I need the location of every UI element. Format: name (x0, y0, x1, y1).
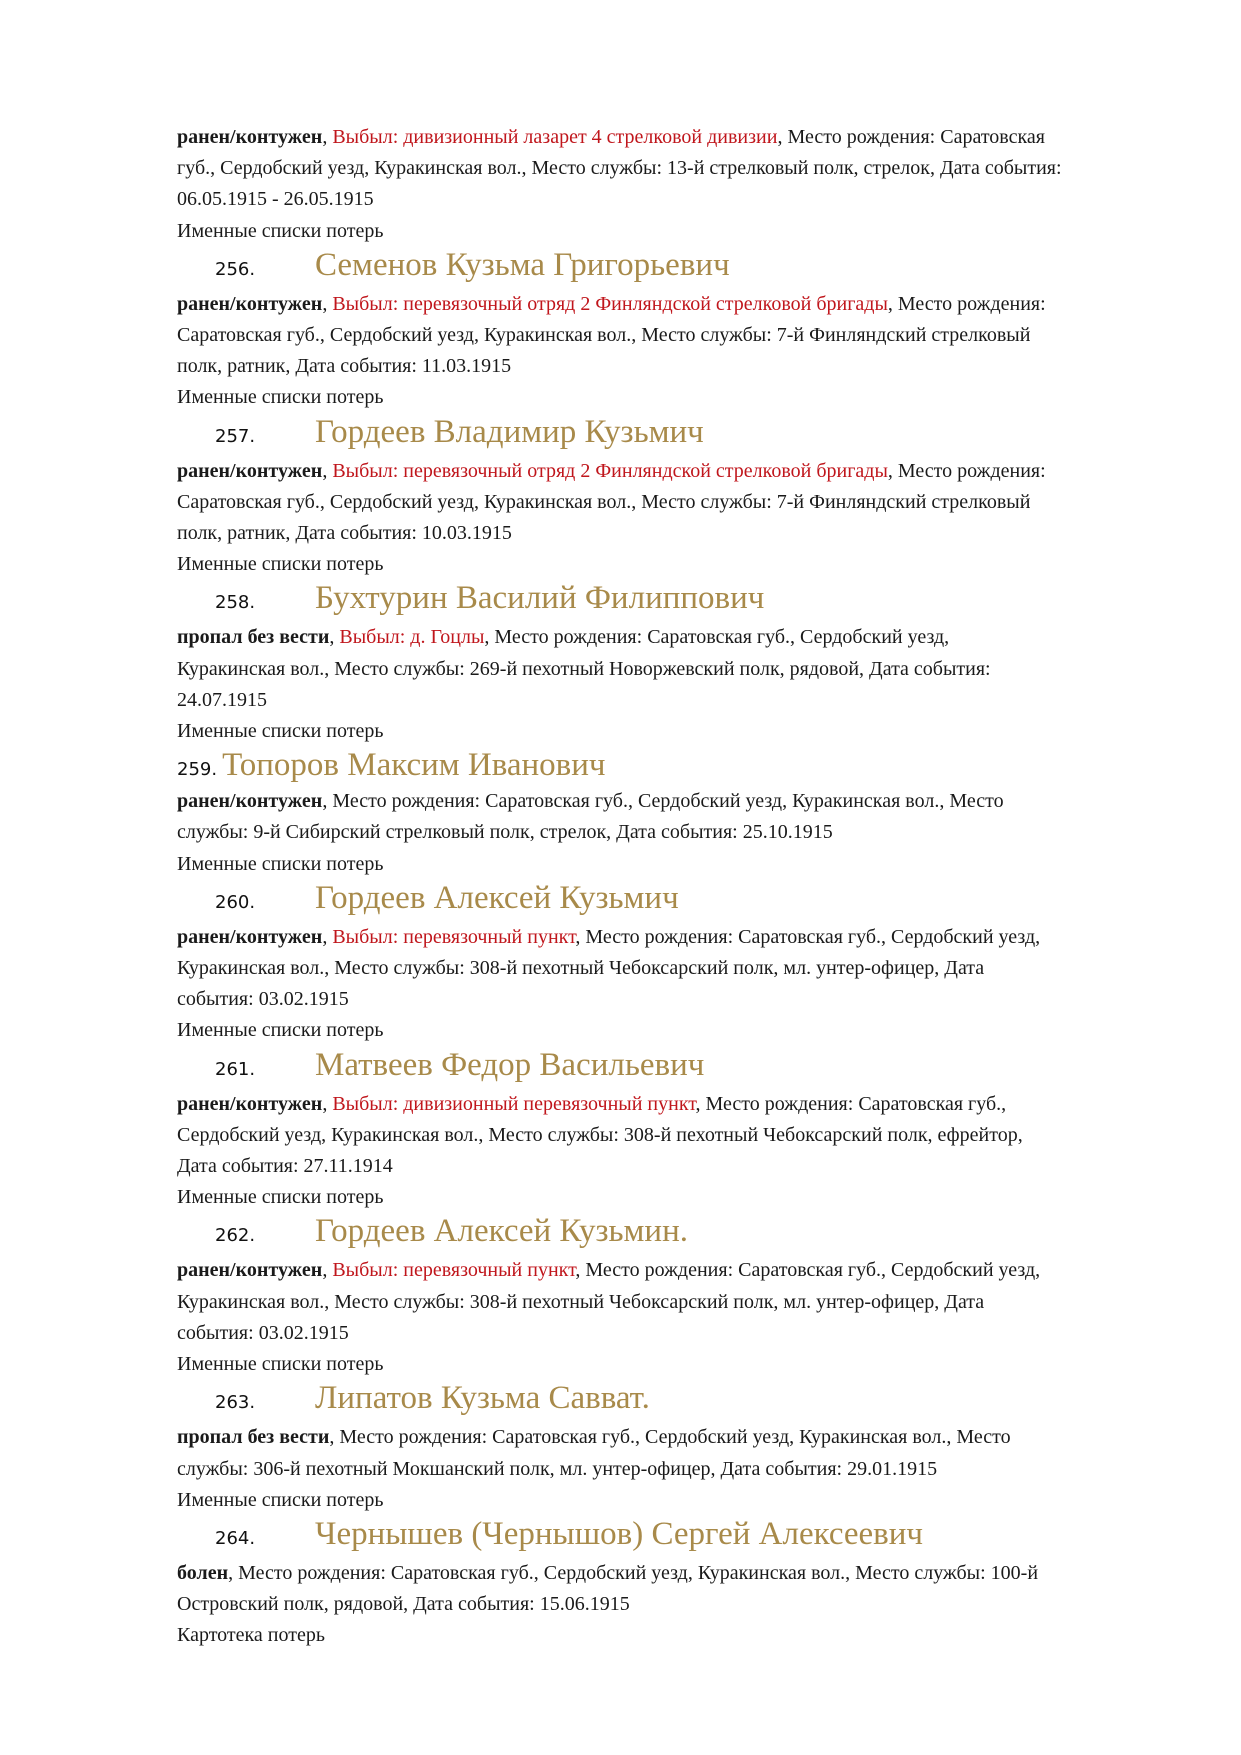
entry-details-line: 24.07.1915 (177, 688, 267, 711)
entry-name: Семенов Кузьма Григорьевич (315, 246, 730, 283)
entry (177, 414, 1167, 581)
document-content (177, 122, 1167, 1652)
entry-number: 264. (215, 1527, 256, 1549)
entry-source: Именные списки потерь (177, 852, 384, 875)
entry-details-line: события: 03.02.1915 (177, 1321, 349, 1344)
entry-heading (177, 1047, 1167, 1089)
entry-details-rest: , Место рождения: (887, 459, 1046, 482)
entry-details-line: полк, ратник, Дата события: 11.03.1915 (177, 355, 512, 378)
entry-name: Топоров Максим Иванович (222, 747, 606, 784)
entry-heading (177, 247, 1167, 289)
entry-top (177, 122, 1167, 247)
entry-details (177, 922, 1167, 1016)
entry-status: болен (177, 1561, 229, 1584)
entry-name: Гордеев Алексей Кузьмин. (315, 1213, 688, 1250)
entry-source: Именные списки потерь (177, 1488, 384, 1511)
entry-status: ранен/контужен (177, 292, 323, 315)
entry-details-rest: , Место рождения: Саратовская (777, 126, 1045, 148)
entry-details-line: губ., Сердобский уезд, Куракинская вол., Место службы: 13-й стрелковый полк, стрелок, Дата события: (177, 157, 1062, 180)
entry-status: ранен/контужен (177, 1259, 323, 1282)
entry (177, 747, 1167, 880)
entry-status: ранен/контужен (177, 126, 323, 148)
entry-details-rest: , Место рождения: Саратовская губ., Сердобский уезд, (575, 1259, 1041, 1282)
entry-name: Матвеев Федор Васильевич (315, 1046, 705, 1083)
entry-outcome: Выбыл: перевязочный отряд 2 Финляндской стрелковой бригады (332, 292, 888, 315)
entry-details-line: 06.05.1915 - 26.05.1915 (177, 188, 374, 211)
entry (177, 880, 1167, 1047)
entry-heading (177, 880, 1167, 922)
entry-outcome: Выбыл: перевязочный пункт (332, 1259, 576, 1282)
entry-details-line: Дата события: 27.11.1914 (177, 1155, 393, 1178)
entry-details-line: полк, ратник, Дата события: 10.03.1915 (177, 522, 512, 545)
entry-details-rest: , Место рождения: Саратовская губ., Сердобский уезд, (484, 626, 950, 649)
entry-details-line: Островский полк, рядовой, Дата события: 15.06.1915 (177, 1593, 630, 1616)
entry-details (177, 456, 1167, 550)
entry-source: Картотека потерь (177, 1624, 325, 1647)
entry-separator: , (322, 126, 333, 148)
entry-status: пропал без вести (177, 1426, 330, 1449)
entry-details (177, 1558, 1167, 1620)
entry-outcome: Выбыл: дивизионный перевязочный пункт (332, 1092, 696, 1115)
entry-details-rest: , Место рождения: Саратовская губ., Сердобский уезд, Куракинская вол., Место (329, 1426, 1011, 1449)
entry-details (177, 1422, 1167, 1484)
entry-outcome: Выбыл: перевязочный отряд 2 Финляндской стрелковой бригады (332, 459, 888, 482)
entry-separator: , (322, 292, 333, 315)
entry-source: Именные списки потерь (177, 720, 384, 743)
entry-separator: , (322, 459, 333, 482)
entry-details-line: события: 03.02.1915 (177, 988, 349, 1011)
entry (177, 1047, 1167, 1214)
entry-details-rest: , Место рождения: Саратовская губ., Сердобский уезд, Куракинская вол., Место службы: 100-й (228, 1561, 1039, 1584)
entry-status: ранен/контужен (177, 1092, 323, 1115)
entry (177, 1213, 1167, 1380)
entry-details-line: службы: 9-й Сибирский стрелковый полк, стрелок, Дата события: 25.10.1915 (177, 821, 833, 844)
entry-outcome: Выбыл: перевязочный пункт (332, 925, 576, 948)
entry-name: Чернышев (Чернышов) Сергей Алексеевич (315, 1515, 924, 1552)
entry-separator: , (322, 1092, 333, 1115)
entry-name: Липатов Кузьма Савват. (315, 1380, 650, 1417)
entry-status: ранен/контужен (177, 459, 323, 482)
entry-details-rest: , Место рождения: Саратовская губ., Сердобский уезд, (575, 925, 1041, 948)
entry-details-line: Куракинская вол., Место службы: 308-й пехотный Чебоксарский полк, мл. унтер-офицер, Дата (177, 957, 985, 980)
entry-number: 259. (177, 759, 218, 781)
entry-details (177, 122, 1167, 216)
entry-status: ранен/контужен (177, 925, 323, 948)
entry-heading (177, 1516, 1167, 1558)
entry-details (177, 289, 1167, 383)
entry (177, 1516, 1167, 1652)
entry-source: Именные списки потерь (177, 386, 384, 409)
entry-heading (177, 580, 1167, 622)
entry-details-rest: , Место рождения: (887, 292, 1046, 315)
entry-separator: , (322, 1259, 333, 1282)
entry-name: Гордеев Алексей Кузьмич (315, 879, 679, 916)
entry-number: 261. (215, 1058, 256, 1080)
entry-outcome: Выбыл: д. Гоцлы (339, 626, 485, 649)
entry-number: 257. (215, 425, 256, 447)
entry-details-line: Сердобский уезд, Куракинская вол., Место службы: 308-й пехотный Чебоксарский полк, ефрейтор, (177, 1123, 1023, 1146)
entry-details (177, 1255, 1167, 1349)
entry-details (177, 1089, 1167, 1183)
entry-source: Именные списки потерь (177, 1353, 384, 1376)
entry-number: 260. (215, 891, 256, 913)
entry-details-rest: , Место рождения: Саратовская губ., Сердобский уезд, Куракинская вол., Место (322, 790, 1004, 813)
entry-separator: , (322, 925, 333, 948)
entry-name: Гордеев Владимир Кузьмич (315, 413, 704, 450)
entry-heading (177, 747, 1167, 786)
entry-source: Именные списки потерь (177, 553, 384, 576)
entry-status: пропал без вести (177, 626, 330, 649)
entry-status: ранен/контужен (177, 790, 323, 813)
entry (177, 247, 1167, 414)
entry-heading (177, 414, 1167, 456)
entry-separator: , (329, 626, 340, 649)
entry-details-line: службы: 306-й пехотный Мокшанский полк, мл. унтер-офицер, Дата события: 29.01.1915 (177, 1457, 938, 1480)
entry-source: Именные списки потерь (177, 1186, 384, 1209)
entry-number: 258. (215, 592, 256, 614)
entry-heading (177, 1213, 1167, 1255)
entry-details-rest: , Место рождения: Саратовская губ., (695, 1092, 1007, 1115)
entry-details-line: Куракинская вол., Место службы: 308-й пехотный Чебоксарский полк, мл. унтер-офицер, Дата (177, 1290, 985, 1313)
entry-details (177, 622, 1167, 716)
entry-details (177, 786, 1167, 848)
entry-details-line: Саратовская губ., Сердобский уезд, Куракинская вол., Место службы: 7-й Финляндский стрелковый (177, 324, 1031, 347)
entry-source: Именные списки потерь (177, 1019, 384, 1042)
entry-number: 263. (215, 1392, 256, 1414)
entry-name: Бухтурин Василий Филиппович (315, 580, 765, 617)
entry-source: Именные списки потерь (177, 219, 384, 242)
entry-details-line: Куракинская вол., Место службы: 269-й пехотный Новоржевский полк, рядовой, Дата события: (177, 657, 991, 680)
entry-details-line: Саратовская губ., Сердобский уезд, Куракинская вол., Место службы: 7-й Финляндский стрелковый (177, 490, 1031, 513)
entry (177, 1380, 1167, 1516)
entry-number: 256. (215, 258, 256, 280)
entry-outcome: Выбыл: дивизионный лазарет 4 стрелковой дивизии (332, 126, 778, 148)
entry (177, 580, 1167, 747)
entries-list (177, 247, 1167, 1652)
entry-number: 262. (215, 1225, 256, 1247)
entry-heading (177, 1380, 1167, 1422)
